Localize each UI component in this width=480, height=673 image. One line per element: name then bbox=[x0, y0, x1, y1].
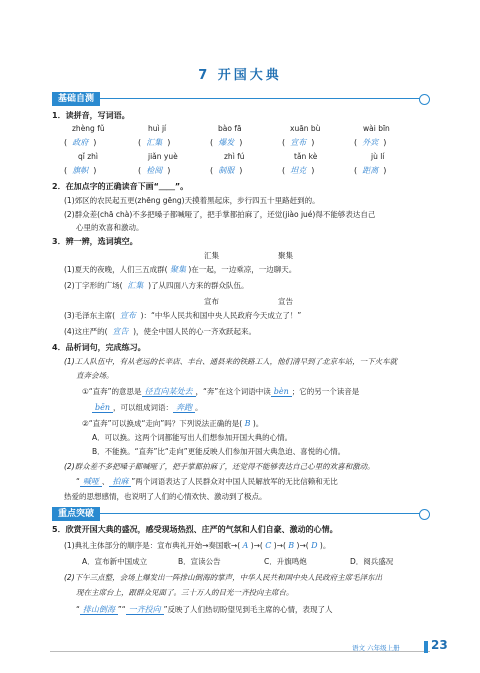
q4-sub-2: ②“直奔”可以换成“走向”吗？下列说法正确的是( B )。 bbox=[82, 419, 264, 428]
answer-handwriting: 外宾 bbox=[362, 138, 379, 147]
answer-handwriting: A bbox=[242, 541, 249, 550]
pinyin: qǐ zhì bbox=[78, 152, 99, 161]
answer-box: ( 检阅 ) bbox=[138, 166, 171, 175]
answer-handwriting: 宣布 bbox=[290, 138, 307, 147]
answer-box: ( 距离 ) bbox=[354, 166, 387, 175]
option-a: A．宣布新中国成立 bbox=[82, 557, 148, 566]
q4-passage-1: 直奔会场。 bbox=[76, 371, 114, 380]
q4-sub-1-cont: bēn ，可以组成词语： 奔跑 。 bbox=[92, 402, 203, 413]
answer-handwriting: bèn bbox=[271, 387, 292, 397]
question-4-title: 4．品析词句，完成练习。 bbox=[52, 343, 146, 352]
answer-box: ( 爆发 ) bbox=[210, 138, 243, 147]
pinyin: wài bīn bbox=[363, 124, 390, 133]
footer-label: 语文 六年级上册 bbox=[352, 644, 400, 652]
section-divider bbox=[52, 513, 424, 524]
answer-box: ( 外宾 ) bbox=[354, 138, 387, 147]
page-title: 7 开国大典 bbox=[198, 68, 282, 83]
q2-line: (2)群众差(chā chà)不多把嗓子都喊哑了，把手掌都拍麻了，还觉(jiào jué)得不能够表达自己 bbox=[64, 210, 376, 219]
page-number: 23 bbox=[431, 638, 448, 652]
answer-handwriting: 政府 bbox=[72, 138, 89, 147]
q2-line: (1)郊区的农民起五更(zhēng gēng)天摸着黑起床，步行四五十里路赶到的。 bbox=[64, 196, 320, 205]
pinyin: huì jí bbox=[148, 124, 167, 133]
divider-end-icon bbox=[419, 94, 430, 105]
answer-handwriting: D bbox=[311, 541, 318, 550]
pinyin: bào fā bbox=[218, 124, 242, 133]
answer-handwriting: 宣布 bbox=[119, 311, 136, 320]
section-tag-basic: 基础自测 bbox=[52, 92, 100, 106]
q2-line: 心里的欢喜和激动。 bbox=[76, 223, 144, 232]
answer-handwriting: 径直向某处去 bbox=[142, 387, 196, 397]
pinyin: tǎn kè bbox=[294, 152, 318, 161]
pinyin: jù lí bbox=[371, 152, 385, 161]
answer-handwriting: 拍麻 bbox=[109, 477, 131, 487]
answer-handwriting: 汇集 bbox=[146, 138, 163, 147]
answer-handwriting: B bbox=[244, 419, 251, 428]
answer-box: ( 汇集 ) bbox=[138, 138, 171, 147]
answer-box: ( 制服 ) bbox=[210, 166, 243, 175]
q3-sentence-3: (3)毛泽东主席( 宣布 )：“中华人民共和国中央人民政府今天成立了！” bbox=[64, 311, 302, 320]
answer-handwriting: 聚集 bbox=[169, 265, 186, 274]
question-1-title: 1．读拼音，写词语。 bbox=[52, 111, 130, 120]
q4-sub-1: ①“直奔”的意思是 径直向某处去 ，“奔”在这个词语中读 bèn ；它的另一个读音是 bbox=[82, 387, 360, 396]
pinyin: zhì fú bbox=[224, 152, 245, 161]
answer-handwriting: 制服 bbox=[218, 166, 235, 175]
answer-handwriting: 旗帜 bbox=[72, 166, 89, 175]
q5-passage: (2)下午三点整，会场上爆发出一阵排山倒海的掌声，中华人民共和国中央人民政府主席毛泽东出 bbox=[64, 573, 383, 582]
q3-sentence-2: (2)丁字形的广场( 汇集 )了从四面八方来的群众队伍。 bbox=[64, 281, 249, 290]
q4-passage-1: (1)工人队伍中，有从老远的长辛店、丰台、通县来的铁路工人，他们清早到了北京车站，一下火车就 bbox=[64, 357, 398, 366]
option-b: B．不能换。“直奔”比“走向”更能反映人们参加开国大典急迫、喜悦的心情。 bbox=[92, 447, 346, 456]
answer-handwriting: 宣告 bbox=[112, 327, 129, 336]
q4-sub-3-cont: 热爱的思想感情，也说明了人们的心情欢快、激动到了极点。 bbox=[64, 492, 267, 501]
answer-handwriting: 排山倒海 bbox=[80, 605, 118, 615]
answer-box: ( 旗帜 ) bbox=[64, 166, 97, 175]
answer-handwriting: 爆发 bbox=[218, 138, 235, 147]
word-choice: 聚集 bbox=[278, 251, 293, 260]
answer-box: ( 坦克 ) bbox=[282, 166, 315, 175]
answer-handwriting: 距离 bbox=[362, 166, 379, 175]
answer-handwriting: 坦克 bbox=[290, 166, 307, 175]
word-choice: 宣告 bbox=[278, 297, 293, 306]
divider-end-icon bbox=[419, 509, 430, 520]
q3-sentence-1: (1)夏天的夜晚，人们三五成群( 聚集 )在一起，一边乘凉，一边聊天。 bbox=[64, 265, 297, 274]
option-a: A．可以换。这两个词都能写出人们想参加开国大典的心情。 bbox=[92, 433, 293, 442]
section-divider bbox=[52, 98, 424, 109]
option-c: C．升旗鸣炮 bbox=[264, 557, 307, 566]
option-d: D．阅兵盛况 bbox=[350, 557, 394, 566]
answer-handwriting: 喊哑 bbox=[80, 477, 102, 487]
q5-sequence: (1)典礼主体部分的顺序是：宣布典礼开始→奏国歌→( A )→( C )→( B )→( D )。 bbox=[64, 541, 331, 550]
pinyin: zhèng fǔ bbox=[72, 124, 105, 133]
question-3-title: 3．辨一辨，选词填空。 bbox=[52, 237, 138, 246]
answer-handwriting: bēn bbox=[92, 403, 113, 413]
q4-passage-2: (2)群众差不多把嗓子都喊哑了，把手掌都拍麻了，还觉得不能够表达自己心里的欢喜和激动。 bbox=[64, 462, 375, 471]
answer-handwriting: 一齐投向 bbox=[126, 605, 164, 615]
q3-sentence-4: (4)这庄严的( 宣告 )，使全中国人民的心一齐欢跃起来。 bbox=[64, 327, 257, 336]
q5-answer-line: “ 排山倒海 ”“ 一齐投向 ”反映了人们热切盼望见到毛主席的心情，表现了人 bbox=[76, 605, 333, 614]
q5-passage: 现在主席台上，跟群众见面了。三十万人的目光一齐投向主席台。 bbox=[76, 588, 294, 597]
answer-handwriting: 检阅 bbox=[146, 166, 163, 175]
option-b: B．宣读公告 bbox=[178, 557, 221, 566]
answer-box: ( 政府 ) bbox=[64, 138, 97, 147]
answer-box: ( 宣布 ) bbox=[282, 138, 315, 147]
q4-sub-3: “ 喊哑 、 拍麻 ”两个词语表达了人民群众对中国人民解放军的无比信赖和无比 bbox=[76, 477, 338, 486]
word-choice: 宣布 bbox=[204, 297, 219, 306]
pinyin: xuān bù bbox=[290, 124, 321, 133]
answer-handwriting: 奔跑 bbox=[173, 403, 195, 413]
footer-marker bbox=[424, 641, 428, 653]
answer-handwriting: B bbox=[288, 541, 295, 550]
answer-handwriting: 汇集 bbox=[127, 281, 144, 290]
section-tag-key: 重点突破 bbox=[52, 507, 100, 521]
word-choice: 汇集 bbox=[204, 251, 219, 260]
question-5-title: 5．欣赏开国大典的盛况，感受现场热烈、庄严的气氛和人们自豪、激动的心情。 bbox=[52, 525, 338, 534]
answer-handwriting: C bbox=[265, 541, 272, 550]
question-2-title: 2．在加点字的正确读音下画“＿＿”。 bbox=[52, 182, 189, 191]
pinyin: jiǎn yuè bbox=[148, 152, 178, 161]
